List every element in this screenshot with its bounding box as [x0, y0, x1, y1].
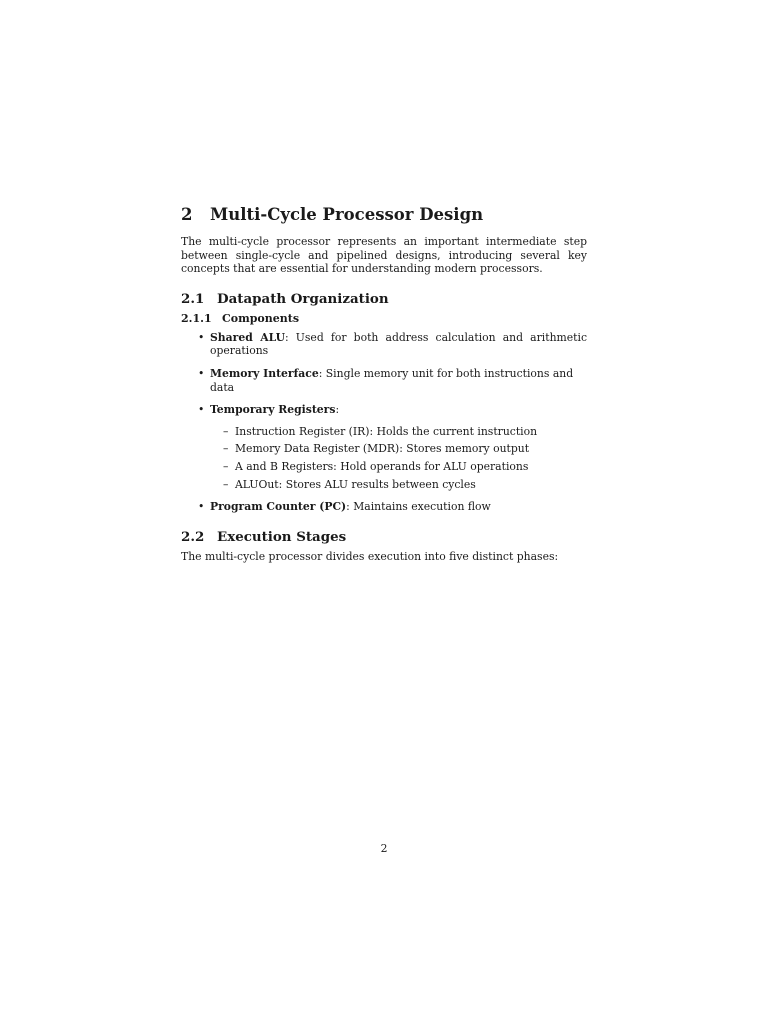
section-title: Multi-Cycle Processor Design — [210, 205, 484, 224]
subsection-title: Execution Stages — [217, 528, 347, 545]
sublist-item-text: Memory Data Register (MDR): Stores memory output — [235, 442, 530, 456]
subsection-number: 2.2 — [181, 528, 205, 545]
sublist-item-ir — [210, 425, 587, 439]
item-description: : Maintains execution flow — [346, 500, 491, 514]
list-item-text — [210, 403, 587, 417]
subsubsection-heading-components — [181, 312, 587, 326]
sublist-item-text: ALUOut: Stores ALU results between cycles — [235, 477, 476, 491]
list-item-text — [210, 331, 587, 358]
bullet-mark: • — [198, 403, 205, 417]
subsection-number: 2.1 — [181, 290, 205, 307]
list-item-temporary-registers — [181, 403, 587, 491]
dash-mark: – — [223, 477, 229, 491]
subsection-heading-datapath — [181, 290, 587, 308]
section-number: 2 — [181, 205, 193, 224]
list-item-text — [210, 500, 587, 514]
item-description: : Used for both address calculation and arithmetic operations — [210, 330, 587, 358]
bullet-mark: • — [198, 500, 205, 514]
subsubsection-number: 2.1.1 — [181, 311, 212, 325]
subsubsection-title: Components — [222, 311, 300, 325]
list-item-memory-interface — [181, 367, 587, 394]
item-description: : Single memory unit for both instructions and data — [210, 366, 574, 394]
dash-mark: – — [223, 424, 229, 438]
registers-sublist — [210, 425, 587, 491]
bullet-mark: • — [198, 330, 205, 344]
page-number: 2 — [380, 842, 388, 855]
subsection-title: Datapath Organization — [217, 290, 389, 307]
list-item-program-counter — [181, 500, 587, 514]
sublist-item-mdr — [210, 442, 587, 456]
sublist-item-text: Instruction Register (IR): Holds the current instruction — [235, 424, 538, 438]
sublist-item-a-b-registers — [210, 460, 587, 474]
dash-mark: – — [223, 459, 229, 473]
page-content — [181, 204, 587, 563]
sublist-item-text: A and B Registers: Hold operands for ALU operations — [235, 459, 529, 473]
subsection-heading-stages — [181, 528, 587, 546]
item-term: Memory Interface — [210, 366, 319, 380]
components-list — [181, 331, 587, 514]
list-item-text — [210, 367, 587, 394]
list-item-shared-alu — [181, 331, 587, 358]
dash-mark: – — [223, 442, 229, 456]
item-term: Temporary Registers — [210, 403, 336, 417]
section-intro: The multi-cycle processor represents an important intermediate step between single-cycle and pipelined designs, introducing several key concepts that are essential for understanding modern processors. — [181, 235, 587, 276]
bullet-mark: • — [198, 366, 205, 380]
item-description: : — [335, 403, 340, 417]
sublist-item-aluout — [210, 478, 587, 492]
item-term: Program Counter (PC) — [210, 500, 347, 514]
item-term: Shared ALU — [210, 330, 286, 344]
section-heading — [181, 204, 587, 226]
stages-text: The multi-cycle processor divides execution into five distinct phases: — [181, 549, 559, 563]
